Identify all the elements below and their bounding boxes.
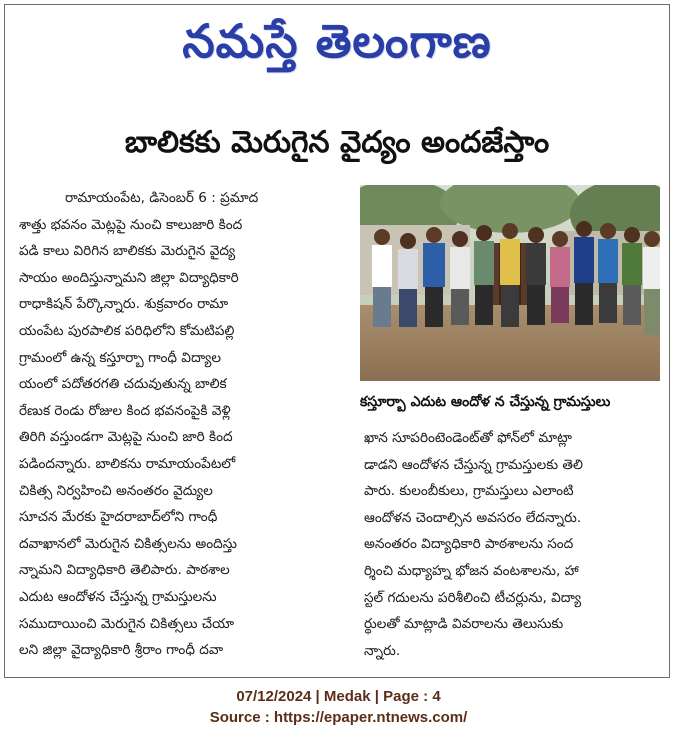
article-line: న్నారు.: [364, 642, 401, 659]
article-line: యంలో పదోతరగతి చదువుతున్న బాలిక: [19, 376, 227, 393]
article-line: అనంతరం విద్యాధికారి పాఠశాలను సంద: [364, 536, 574, 553]
page-footer: [0, 686, 677, 728]
article-line: ఎదుట ఆందోళన చేస్తున్న గ్రామస్తులను: [19, 588, 217, 605]
article-column-left: [19, 185, 349, 664]
article-line: గ్రామంలో ఉన్న కస్తూర్బా గాంధీ విద్యాల: [19, 349, 221, 366]
article-line: సముదాయించి మెరుగైన చికిత్సలు చేయా: [19, 615, 234, 632]
edition-info: 07/12/2024 | Medak | Page : 4: [236, 688, 441, 705]
article-line: శాత్తు భవనం మెట్లపై నుంచి కాలుజారి కింద: [19, 216, 243, 233]
photo-caption: కస్తూర్బా ఎదుట ఆందోళ న చేస్తున్న గ్రామస్తులు: [360, 394, 611, 410]
article-line: తిరిగి వస్తుండగా మెట్లపై నుంచి జారి కింద: [19, 429, 233, 446]
article-line: సూచన మేరకు హైదరాబాద్‌లోని గాంధీ: [19, 509, 218, 526]
protest-photo-illustration: [360, 185, 660, 381]
article-line: పడిందన్నారు. బాలికను రామాయంపేటలో: [19, 455, 236, 472]
source-link[interactable]: Source : https://epaper.ntnews.com/: [209, 709, 468, 726]
article-line: డాడని ఆందోళన చేస్తున్న గ్రామస్తులకు తెలి: [364, 456, 583, 473]
newspaper-masthead: నమస్తే తెలంగాణ: [182, 14, 492, 68]
article-line: దవాఖానలో మెరుగైన చికిత్సలను అందిస్తు: [19, 535, 237, 552]
newspaper-clipping: [4, 4, 670, 678]
article-line: పడి కాలు విరిగిన బాలికకు మెరుగైన వైద్య: [19, 243, 236, 260]
article-line: చికిత్స నిర్వహించి అనంతరం వైద్యుల: [19, 482, 213, 499]
article-line: స్టల్ గదులను పరిశీలించి టీచర్లును, విద్యా: [364, 589, 582, 606]
article-line: రేణుక రెండు రోజుల కింద భవనంపైకి వెళ్లి: [19, 402, 231, 419]
article-line: ఖాన సూపరింటెండెంట్‌తో ఫోన్‌లో మాట్లా: [364, 430, 572, 446]
article-line: యంపేట పురపాలిక పరిధిలోని కోమటిపల్లి: [19, 322, 235, 339]
article-line: ర్శించి మధ్యాహ్న భోజన వంటశాలను, హా: [364, 562, 579, 579]
article-line: రామాయంపేట, డిసెంబర్ 6 : ప్రమాద: [65, 190, 259, 206]
article-line: న్నామని విద్యాధికారి తెలిపారు. పాఠశాల: [19, 562, 230, 579]
article-line: పారు. కులంబీకులు, గ్రామస్తులు ఎలాంటి: [364, 483, 574, 500]
article-headline: బాలికకు మెరుగైన వైద్యం అందజేస్తాం: [124, 125, 550, 160]
article-line: లని జిల్లా వైద్యాధికారి శ్రీరాం గాంధీ దవా: [19, 642, 224, 659]
article-line: ఆందోళన చెందాల్సిన అవసరం లేదన్నారు.: [364, 509, 582, 526]
article-line: ర్థులతో మాట్లాడి వివరాలను తెలుసుకు: [364, 616, 564, 633]
article-line: సాయం అందిస్తున్నామని జిల్లా విద్యాధికారి: [19, 269, 239, 286]
news-photo: [360, 185, 660, 381]
article-column-right: [364, 425, 662, 664]
article-line: రాధాకిషన్ పేర్కొన్నారు. శుక్రవారం రామా: [19, 296, 229, 313]
